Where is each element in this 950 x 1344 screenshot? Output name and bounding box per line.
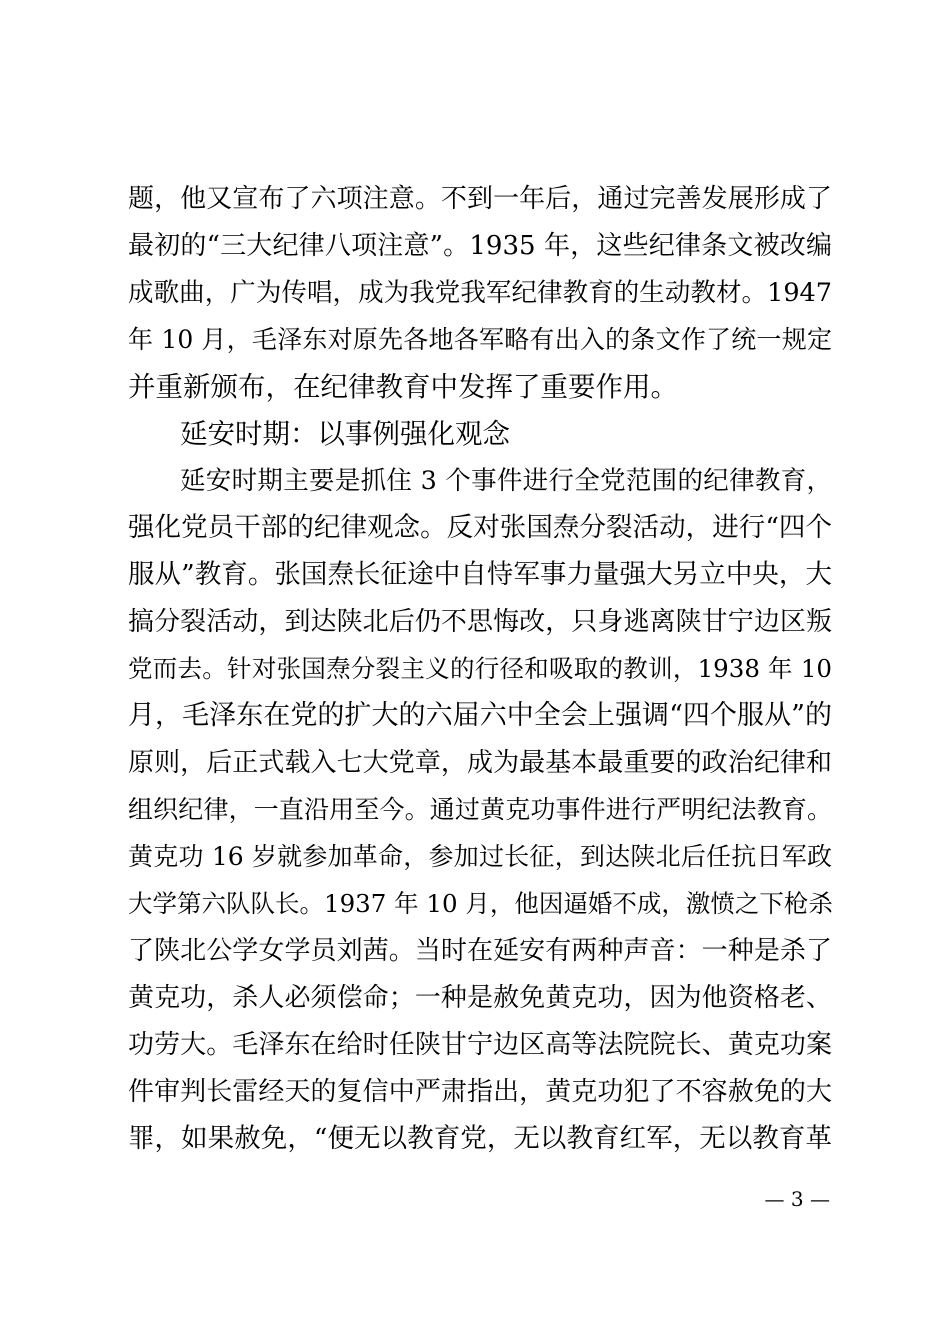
text-line-5: 并重新颁布，在纪律教育中发挥了重要作用。 (128, 371, 678, 403)
text-line-1: 题，他又宣布了六项注意。不到一年后，通过完善发展形成了 (128, 184, 832, 214)
text-line-13: 原则，后正式载入七大党章，成为最基本最重要的政治纪律和 (128, 748, 832, 778)
text-line-18: 黄克功，杀人必须偿命；一种是赦免黄克功，因为他资格老、 (128, 983, 832, 1013)
text-line-16: 大学第六队队长。1937 年 10 月，他因逼婚不成，激愤之下枪杀 (128, 889, 833, 918)
text-line-8: 强化党员干部的纪律观念。反对张国焘分裂活动，进行“四个 (128, 512, 832, 543)
text-line-17: 了陕北公学女学员刘茜。当时在延安有两种声音：一种是杀了 (128, 936, 832, 966)
text-line-12: 月，毛泽东在党的扩大的六届六中全会上强调“四个服从”的 (128, 700, 832, 731)
text-line-21: 罪，如果赦免，“便无以教育党，无以教育红军，无以教育革 (128, 1123, 832, 1154)
page-number: — 3 — (764, 1187, 830, 1211)
text-line-7: 延安时期主要是抓住 3 个事件进行全党范围的纪律教育， (180, 466, 832, 496)
text-line-15: 黄克功 16 岁就参加革命，参加过长征，到达陕北后任抗日军政 (128, 842, 832, 871)
text-line-4: 年 10 月，毛泽东对原先各地各军略有出入的条文作了统一规定 (128, 325, 832, 354)
text-line-14: 组织纪律，一直沿用至今。通过黄克功事件进行严明纪法教育。 (128, 795, 832, 824)
text-line-2: 最初的“三大纪律八项注意”。1935 年，这些纪律条文被改编 (128, 231, 832, 261)
text-line-19: 功劳大。毛泽东在给时任陕甘宁边区高等法院院长、黄克功案 (128, 1030, 832, 1060)
section-heading: 延安时期：以事例强化观念 (180, 418, 510, 450)
text-line-3: 成歌曲，广为传唱，成为我党我军纪律教育的生动教材。1947 (128, 278, 832, 308)
text-line-11: 党而去。针对张国焘分裂主义的行径和吸取的教训，1938 年 10 (128, 654, 832, 683)
text-line-20: 件审判长雷经天的复信中严肃指出，黄克功犯了不容赦免的大 (128, 1077, 832, 1107)
text-line-10: 搞分裂活动，到达陕北后仍不思悔改，只身逃离陕甘宁边区叛 (128, 607, 832, 637)
text-line-9: 服从”教育。张国焘长征途中自恃军事力量强大另立中央，大 (128, 559, 832, 590)
